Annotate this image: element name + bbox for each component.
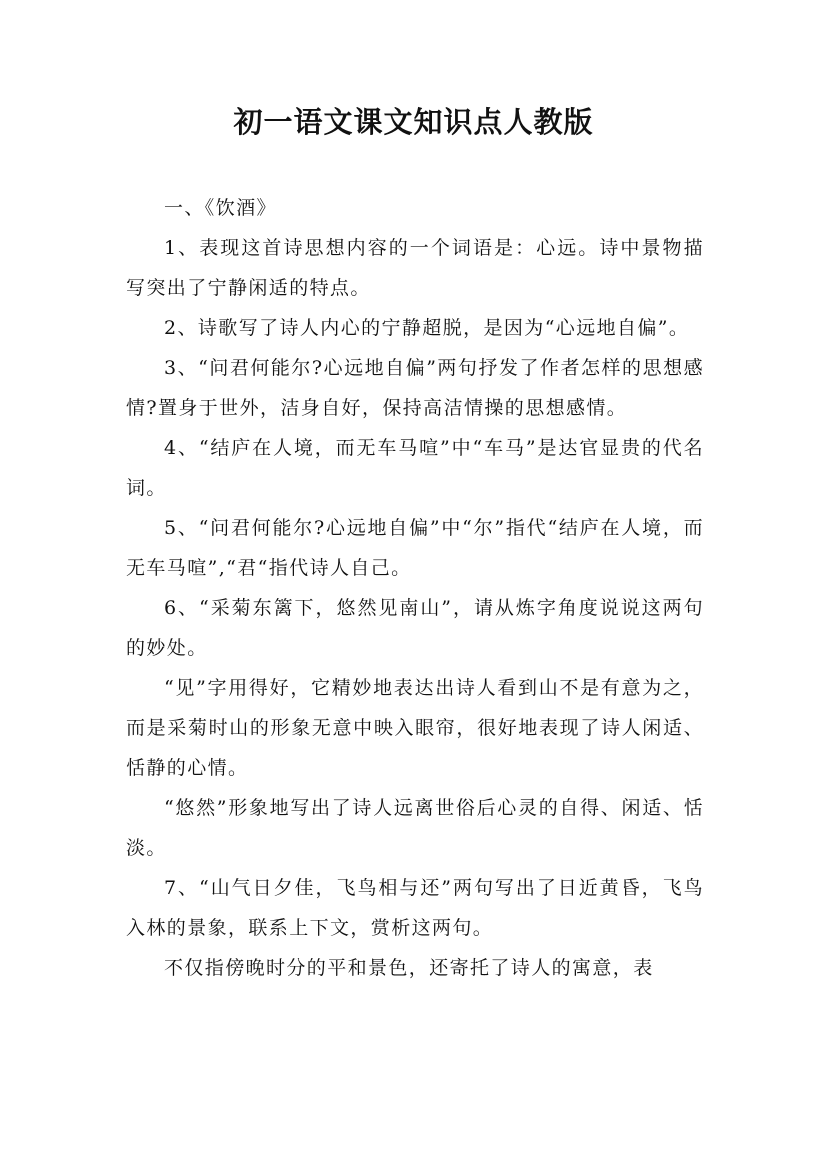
paragraph-item-6: 6、“采菊东篱下，悠然见南山”，请从炼字角度说说这两句的妙处。 <box>126 597 704 659</box>
paragraph-analysis-7: 不仅指傍晚时分的平和景色，还寄托了诗人的寓意，表 <box>164 957 654 979</box>
paragraph-item-7: 7、“山气日夕佳，飞鸟相与还”两句写出了日近黄昏，飞鸟入林的景象，联系上下文，赏析这两句。 <box>126 877 704 939</box>
paragraph-item-2: 2、诗歌写了诗人内心的宁静超脱，是因为“心远地自偏”。 <box>164 317 690 339</box>
paragraph-analysis-youran: “悠然”形象地写出了诗人远离世俗后心灵的自得、闲适、恬淡。 <box>126 797 704 859</box>
paragraph-item-4: 4、“结庐在人境，而无车马喧”中“车马”是达官显贵的代名词。 <box>126 437 704 499</box>
document-body <box>126 188 704 988</box>
section-heading: 一、《饮酒》 <box>164 197 277 219</box>
document-title: 初一语文课文知识点人教版 <box>233 105 594 139</box>
paragraph-item-1: 1、表现这首诗思想内容的一个词语是：心远。诗中景物描写突出了宁静闲适的特点。 <box>126 237 704 299</box>
paragraph-analysis-jian: “见”字用得好，它精妙地表达出诗人看到山不是有意为之，而是采菊时山的形象无意中映入眼帘，很好地表现了诗人闲适、恬静的心情。 <box>126 677 704 779</box>
paragraph-item-3: 3、“问君何能尔?心远地自偏”两句抒发了作者怎样的思想感情?置身于世外，洁身自好，保持高洁情操的思想感情。 <box>126 357 704 419</box>
paragraph-item-5: 5、“问君何能尔?心远地自偏”中“尔”指代“结庐在人境，而无车马喧”,“君“指代诗人自己。 <box>126 517 704 579</box>
